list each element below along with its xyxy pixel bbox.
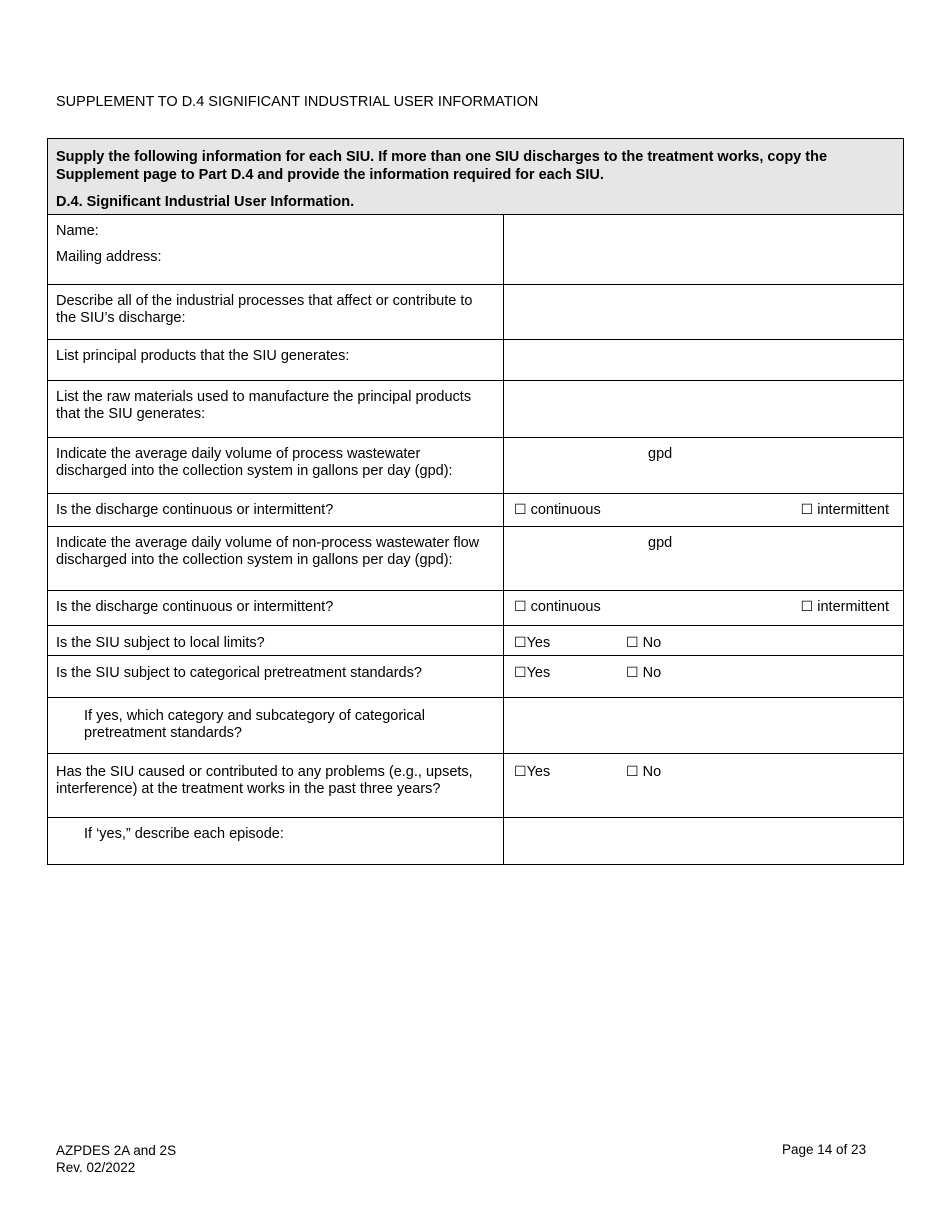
industrial-processes-field[interactable]	[504, 284, 904, 339]
page-number: Page 14 of 23	[782, 1142, 867, 1157]
yes-option[interactable]: ☐Yes	[514, 763, 551, 780]
discharge-type-label: Is the discharge continuous or intermittent?	[48, 493, 504, 526]
table-row	[48, 493, 904, 526]
checkbox-icon[interactable]: ☐	[514, 634, 527, 651]
intermittent-option[interactable]: ☐ intermittent	[800, 598, 889, 615]
checkbox-icon[interactable]: ☐	[626, 763, 639, 780]
gpd-unit: gpd	[648, 445, 673, 462]
process-wastewater-label: Indicate the average daily volume of process wastewater discharged into the collection system in gallons per day (gpd):	[48, 437, 504, 493]
table-row	[48, 590, 904, 625]
raw-materials-label: List the raw materials used to manufacture the principal products that the SIU generates:	[48, 380, 504, 437]
revision-date: Rev. 02/2022	[56, 1160, 136, 1175]
non-process-wastewater-label: Indicate the average daily volume of non-process wastewater flow discharged into the collection system in gallons per day (gpd):	[48, 526, 504, 590]
checkbox-icon[interactable]: ☐	[626, 664, 639, 681]
supplement-title: SUPPLEMENT TO D.4 SIGNIFICANT INDUSTRIAL USER INFORMATION	[56, 94, 539, 110]
table-header	[48, 139, 904, 215]
name-label: Name:	[56, 222, 99, 239]
table-row	[48, 697, 904, 753]
table-row	[48, 214, 904, 284]
siu-information-table	[47, 138, 904, 865]
instruction-text: Supply the following information for each SIU. If more than one SIU discharges to the treatment works, copy the Supplement page to Part D.4 and provide the information required for each SIU.	[56, 149, 828, 183]
table-row	[48, 817, 904, 864]
table-row	[48, 380, 904, 437]
mailing-address-label: Mailing address:	[56, 249, 162, 265]
footer-form-info	[56, 1142, 176, 1176]
non-process-wastewater-field[interactable]	[504, 526, 904, 590]
problems-label: Has the SIU caused or contributed to any problems (e.g., upsets, interference) at the treatment works in the past three years?	[48, 753, 504, 817]
raw-materials-field[interactable]	[504, 380, 904, 437]
discharge-type-label: Is the discharge continuous or intermittent?	[48, 590, 504, 625]
principal-products-label: List principal products that the SIU generates:	[48, 339, 504, 380]
category-subcategory-field[interactable]	[504, 697, 904, 753]
gpd-unit: gpd	[648, 534, 673, 551]
yes-option[interactable]: ☐Yes	[514, 634, 551, 651]
checkbox-icon[interactable]: ☐	[514, 763, 527, 780]
categorical-standards-label: Is the SIU subject to categorical pretreatment standards?	[48, 655, 504, 697]
table-row	[48, 655, 904, 697]
no-option[interactable]: ☐ No	[626, 634, 662, 651]
no-option[interactable]: ☐ No	[626, 763, 662, 780]
checkbox-icon[interactable]: ☐	[626, 634, 639, 651]
table-row	[48, 526, 904, 590]
continuous-option[interactable]: ☐ continuous	[514, 598, 601, 615]
table-row	[48, 339, 904, 380]
table-row	[48, 284, 904, 339]
process-wastewater-field[interactable]	[504, 437, 904, 493]
checkbox-icon[interactable]: ☐	[514, 664, 527, 681]
principal-products-field[interactable]	[504, 339, 904, 380]
form-name: AZPDES 2A and 2S	[56, 1143, 177, 1158]
industrial-processes-label: Describe all of the industrial processes that affect or contribute to the SIU’s discharge:	[48, 284, 504, 339]
table-row	[48, 753, 904, 817]
intermittent-option[interactable]: ☐ intermittent	[800, 501, 889, 518]
checkbox-icon[interactable]: ☐	[514, 598, 527, 615]
local-limits-label: Is the SIU subject to local limits?	[48, 625, 504, 655]
checkbox-icon[interactable]: ☐	[800, 501, 814, 518]
section-title: D.4. Significant Industrial User Information.	[56, 194, 355, 210]
yes-option[interactable]: ☐Yes	[514, 664, 551, 681]
describe-episode-field[interactable]	[504, 817, 904, 864]
category-subcategory-label: If yes, which category and subcategory of categorical pretreatment standards?	[48, 697, 504, 753]
checkbox-icon[interactable]: ☐	[514, 501, 527, 518]
continuous-option[interactable]: ☐ continuous	[514, 501, 601, 518]
describe-episode-label: If ‘yes,” describe each episode:	[48, 817, 504, 864]
checkbox-icon[interactable]: ☐	[800, 598, 814, 615]
table-row	[48, 437, 904, 493]
name-address-field[interactable]	[504, 214, 904, 284]
no-option[interactable]: ☐ No	[626, 664, 662, 681]
table-row	[48, 625, 904, 655]
